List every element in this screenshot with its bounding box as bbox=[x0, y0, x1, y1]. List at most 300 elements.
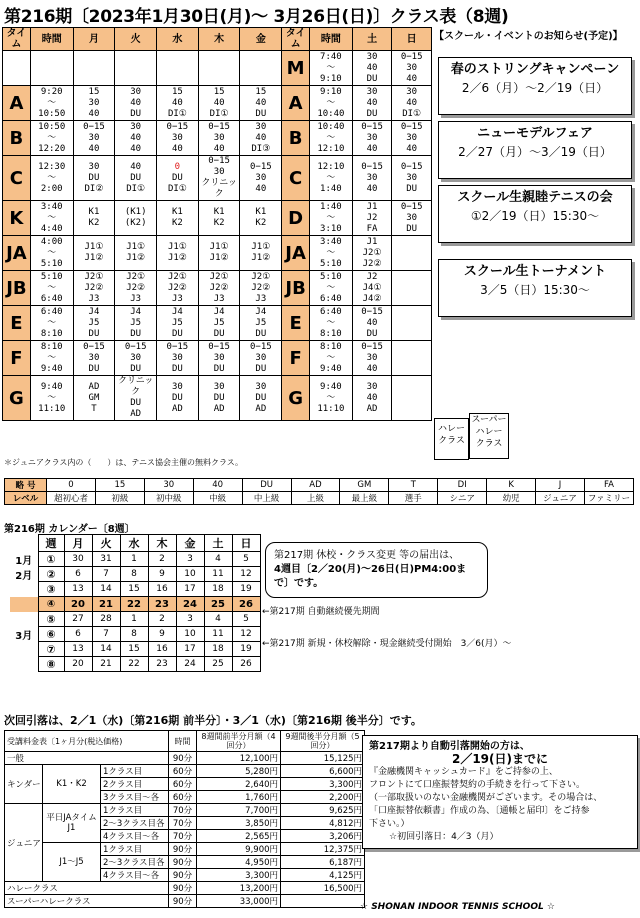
class-level: AD bbox=[171, 403, 183, 414]
calendar-day: 13 bbox=[64, 642, 92, 657]
schedule-cell bbox=[392, 271, 432, 306]
schedule-cell bbox=[392, 121, 432, 156]
class-level: DU bbox=[130, 108, 142, 119]
class-level: J3 bbox=[88, 293, 100, 304]
schedule-cell bbox=[115, 236, 157, 271]
schedule-cell bbox=[352, 341, 392, 376]
class-level: (K1) bbox=[124, 207, 147, 217]
class-level: 〜 bbox=[326, 352, 336, 363]
calendar-day: 2 bbox=[148, 552, 176, 567]
schedule-cell bbox=[157, 306, 199, 341]
schedule-table bbox=[2, 27, 432, 421]
class-level: 40 bbox=[406, 143, 418, 154]
fee-first-half: 13,200円 bbox=[197, 882, 281, 895]
calendar-day: 7 bbox=[92, 567, 120, 582]
class-level: J2 bbox=[366, 212, 378, 223]
calendar-month bbox=[10, 657, 38, 672]
schedule-cell bbox=[30, 86, 73, 121]
time-code: K bbox=[3, 201, 31, 236]
calendar-month bbox=[10, 612, 38, 627]
calendar-header: 水 bbox=[120, 535, 148, 552]
time-code: B bbox=[282, 121, 310, 156]
schedule-cell bbox=[30, 121, 73, 156]
class-level: 40 bbox=[213, 143, 225, 154]
class-level: 8:10 bbox=[320, 328, 342, 339]
fee-header-row bbox=[5, 731, 365, 752]
class-level: AD bbox=[255, 403, 267, 414]
time-code: F bbox=[282, 341, 310, 376]
class-level: DU bbox=[130, 328, 142, 339]
schedule-cell bbox=[352, 236, 392, 271]
class-level: 30 bbox=[366, 51, 378, 62]
fee-row bbox=[5, 765, 365, 778]
calendar-day: 18 bbox=[204, 642, 232, 657]
calendar-month bbox=[10, 597, 38, 612]
class-level: 〜 bbox=[326, 282, 336, 293]
class-level: DU bbox=[366, 73, 378, 84]
class-level: J1② bbox=[251, 253, 271, 263]
class-level: 0−15 bbox=[83, 341, 105, 352]
fee-group: キンダー bbox=[5, 765, 43, 804]
class-level: 9:10 bbox=[320, 73, 342, 84]
class-level: DU bbox=[406, 183, 418, 194]
calendar-header: 土 bbox=[204, 535, 232, 552]
fee-duration: 60分 bbox=[169, 778, 197, 791]
calendar-day: 27 bbox=[64, 612, 92, 627]
class-level: 40 bbox=[171, 97, 183, 108]
class-level: 40 bbox=[366, 183, 378, 194]
schedule-cell bbox=[240, 201, 282, 236]
class-level: 9:40 bbox=[40, 381, 63, 392]
class-level: 6:40 bbox=[320, 306, 342, 317]
schedule-cell bbox=[310, 306, 353, 341]
class-level: (K2) bbox=[124, 218, 147, 228]
calendar-day: 14 bbox=[92, 642, 120, 657]
class-level: DU bbox=[255, 392, 267, 403]
schedule-cell bbox=[30, 271, 73, 306]
class-level: 40 bbox=[130, 161, 142, 172]
fee-header: 9週間後半分月額（5回分） bbox=[281, 731, 365, 752]
class-level: K1 bbox=[255, 207, 267, 217]
schedule-header: 時間 bbox=[30, 28, 73, 51]
fee-group: ジュニア bbox=[5, 804, 43, 882]
calendar-week: ⑥ bbox=[38, 627, 64, 642]
class-level: 〜 bbox=[47, 247, 57, 258]
level-table bbox=[4, 478, 634, 505]
fee-row bbox=[5, 752, 365, 765]
class-level: 0 bbox=[174, 161, 181, 172]
class-level: 30 bbox=[366, 352, 378, 363]
class-level: K2 bbox=[255, 218, 267, 228]
schedule-row bbox=[3, 236, 432, 271]
fee-table bbox=[4, 730, 365, 908]
calendar-week: ③ bbox=[38, 582, 64, 597]
schedule-row bbox=[3, 156, 432, 201]
fee-duration: 60分 bbox=[169, 765, 197, 778]
schedule-cell bbox=[352, 376, 392, 421]
fee-class-count: 2〜3クラス目各 bbox=[101, 856, 169, 869]
class-level: J4 bbox=[88, 306, 100, 317]
class-level: GM bbox=[88, 392, 100, 403]
page-title: 第216期〔2023年1月30日(月)〜 3月26日(日)〕クラス表（8週) bbox=[4, 7, 509, 27]
class-level: J4② bbox=[362, 293, 382, 304]
class-level: 30 bbox=[406, 132, 418, 143]
schedule-cell bbox=[157, 86, 199, 121]
class-level: DI③ bbox=[251, 143, 271, 154]
class-level: 10:50 bbox=[38, 121, 66, 132]
fee-class-count: 1クラス目 bbox=[101, 843, 169, 856]
time-code: E bbox=[3, 306, 31, 341]
class-level: J5 bbox=[130, 317, 142, 328]
calendar-header: 月 bbox=[64, 535, 92, 552]
class-level: 30 bbox=[406, 212, 418, 223]
time-code: JA bbox=[282, 236, 310, 271]
class-level: DI② bbox=[84, 183, 104, 194]
level-code: DI bbox=[438, 479, 487, 492]
class-level: DU bbox=[366, 108, 378, 119]
time-code: A bbox=[3, 86, 31, 121]
class-level: 30 bbox=[88, 97, 100, 108]
schedule-cell bbox=[240, 341, 282, 376]
class-level: 2:00 bbox=[40, 183, 63, 194]
class-level: DU bbox=[213, 363, 225, 374]
class-level: 40 bbox=[130, 132, 142, 143]
calendar-week-row bbox=[10, 552, 260, 567]
schedule-cell bbox=[115, 201, 157, 236]
class-level: DU bbox=[406, 223, 418, 234]
level-name: 初中級 bbox=[144, 492, 193, 505]
calendar-week: ① bbox=[38, 552, 64, 567]
calendar-day: 9 bbox=[148, 627, 176, 642]
class-level: J5 bbox=[213, 317, 225, 328]
level-code: K bbox=[487, 479, 536, 492]
schedule-row bbox=[3, 376, 432, 421]
time-code: F bbox=[3, 341, 31, 376]
schedule-cell bbox=[240, 156, 282, 201]
schedule-cell bbox=[392, 376, 432, 421]
calendar-day: 20 bbox=[64, 597, 92, 612]
class-level: AD bbox=[213, 403, 225, 414]
class-level: 30 bbox=[406, 86, 418, 97]
schedule-cell bbox=[392, 51, 432, 86]
class-level: J3 bbox=[171, 293, 183, 304]
fee-second-half bbox=[281, 895, 365, 908]
level-code: GM bbox=[340, 479, 389, 492]
schedule-cell bbox=[198, 156, 240, 201]
fee-duration: 60分 bbox=[169, 791, 197, 804]
level-name: 初級 bbox=[95, 492, 144, 505]
class-level: J3 bbox=[255, 293, 267, 304]
time-code: C bbox=[3, 156, 31, 201]
class-level: 3:40 bbox=[320, 236, 342, 247]
fee-row bbox=[5, 843, 365, 856]
class-level: J4 bbox=[213, 306, 225, 317]
notice-title: スクール生親睦テニスの会 bbox=[457, 190, 613, 205]
schedule-cell bbox=[392, 341, 432, 376]
class-level: DU bbox=[213, 392, 225, 403]
class-level: 9:20 bbox=[40, 86, 63, 97]
pay-line: 下さい。） bbox=[369, 819, 410, 829]
fee-duration: 90分 bbox=[169, 856, 197, 869]
class-level: J3 bbox=[130, 293, 142, 304]
schedule-row bbox=[3, 341, 432, 376]
class-level: 15 bbox=[213, 86, 225, 97]
class-level: 8:10 bbox=[40, 328, 63, 339]
calendar-day: 20 bbox=[64, 657, 92, 672]
notice-date: 2／6（月）〜2／19（日） bbox=[461, 81, 609, 95]
class-level: 0−15 bbox=[166, 121, 189, 132]
calendar-week: ② bbox=[38, 567, 64, 582]
level-name: シニア bbox=[438, 492, 487, 505]
class-level: クリニック bbox=[117, 376, 154, 397]
schedule-cell bbox=[352, 201, 392, 236]
calendar-day: 22 bbox=[120, 657, 148, 672]
calendar-day: 4 bbox=[204, 552, 232, 567]
class-level: DI① bbox=[167, 183, 187, 194]
schedule-cell bbox=[240, 376, 282, 421]
class-level: K2 bbox=[213, 218, 225, 228]
class-level: J1 bbox=[366, 201, 378, 212]
class-level: J5 bbox=[255, 317, 267, 328]
class-level: 0−15 bbox=[208, 121, 230, 132]
class-level: 0−15 bbox=[400, 161, 423, 172]
fee-second-half: 6,600円 bbox=[281, 765, 365, 778]
class-level: 40 bbox=[366, 97, 378, 108]
class-level: 〜 bbox=[47, 132, 57, 143]
class-level: 0−15 bbox=[124, 341, 147, 352]
fee-row bbox=[5, 895, 365, 908]
schedule-cell bbox=[310, 236, 353, 271]
fee-header: 受講料金表〔1ヶ月分(税込価格) bbox=[5, 731, 169, 752]
schedule-cell bbox=[73, 341, 115, 376]
class-level: J4① bbox=[362, 282, 382, 293]
fee-second-half: 3,206円 bbox=[281, 830, 365, 843]
class-level: 11:10 bbox=[38, 403, 66, 414]
schedule-cell bbox=[73, 156, 115, 201]
schedule-cell bbox=[310, 51, 353, 86]
schedule-cell bbox=[240, 51, 282, 86]
schedule-cell bbox=[157, 201, 199, 236]
fee-second-half: 4,125円 bbox=[281, 869, 365, 882]
schedule-cell bbox=[240, 121, 282, 156]
class-level: 〜 bbox=[47, 282, 57, 293]
class-level: 30 bbox=[406, 62, 418, 73]
class-level: J2① bbox=[126, 271, 146, 282]
fee-duration: 70分 bbox=[169, 817, 197, 830]
calendar-week-row bbox=[10, 612, 260, 627]
fee-first-half: 7,700円 bbox=[197, 804, 281, 817]
pay-line: 第217期より自動引落開始の方は、 bbox=[369, 741, 530, 752]
fee-first-half: 12,100円 bbox=[197, 752, 281, 765]
schedule-header: 水 bbox=[157, 28, 199, 51]
notice-new-model-fair bbox=[438, 121, 632, 179]
calendar-day: 1 bbox=[120, 612, 148, 627]
fee-first-half: 9,900円 bbox=[197, 843, 281, 856]
class-level: J2② bbox=[362, 258, 382, 269]
calendar-day: 25 bbox=[204, 657, 232, 672]
class-level: DI① bbox=[126, 183, 146, 194]
class-level: 0−15 bbox=[208, 341, 230, 352]
class-level: AD bbox=[366, 403, 378, 414]
calendar-day: 17 bbox=[176, 582, 204, 597]
class-level: 〜 bbox=[326, 97, 336, 108]
calendar-day: 6 bbox=[64, 627, 92, 642]
class-level: クリニック bbox=[201, 178, 237, 199]
schedule-cell bbox=[115, 306, 157, 341]
notice-date: 2／27（月）〜3／19（日） bbox=[458, 145, 612, 159]
class-level: J3 bbox=[213, 293, 225, 304]
fee-first-half: 3,300円 bbox=[197, 869, 281, 882]
schedule-cell bbox=[157, 341, 199, 376]
schedule-cell bbox=[198, 236, 240, 271]
pay-line: 2／19(日)までに bbox=[451, 752, 549, 766]
fee-class-count: 4クラス目〜各 bbox=[101, 830, 169, 843]
schedule-cell bbox=[157, 121, 199, 156]
school-footer: ☆ SHONAN INDOOR TENNIS SCHOOL ☆ bbox=[360, 902, 555, 912]
class-level: 30 bbox=[255, 381, 267, 392]
class-level: 0−15 bbox=[400, 51, 423, 62]
class-level: J1① bbox=[167, 242, 187, 252]
schedule-cell bbox=[310, 156, 353, 201]
schedule-cell bbox=[352, 121, 392, 156]
fee-row bbox=[5, 804, 365, 817]
schedule-row bbox=[3, 271, 432, 306]
class-level: J1② bbox=[167, 253, 187, 263]
schedule-header: タイム bbox=[282, 28, 310, 51]
calendar-month bbox=[10, 582, 38, 597]
class-level: 40 bbox=[366, 317, 378, 328]
calendar-week: ⑦ bbox=[38, 642, 64, 657]
schedule-header: タイム bbox=[3, 28, 31, 51]
fee-group: ハレークラス bbox=[5, 882, 169, 895]
class-level: 0−15 bbox=[400, 121, 423, 132]
fee-class-count: 3クラス目〜各 bbox=[101, 791, 169, 804]
level-name: ジュニア bbox=[536, 492, 585, 505]
fee-first-half: 2,640円 bbox=[197, 778, 281, 791]
class-level: DU bbox=[255, 363, 267, 374]
schedule-header: 月 bbox=[73, 28, 115, 51]
calendar-header: 火 bbox=[92, 535, 120, 552]
class-level: 30 bbox=[130, 121, 142, 132]
schedule-header: 火 bbox=[115, 28, 157, 51]
fee-second-half: 2,200円 bbox=[281, 791, 365, 804]
haley-class-label: ハレー クラス bbox=[434, 418, 469, 460]
calendar-day: 10 bbox=[176, 567, 204, 582]
time-code bbox=[3, 51, 31, 86]
class-level: T bbox=[91, 403, 97, 414]
calendar-week-row bbox=[10, 627, 260, 642]
calendar-day: 19 bbox=[232, 582, 260, 597]
class-level: 〜 bbox=[47, 392, 57, 403]
schedule-cell bbox=[352, 156, 392, 201]
schedule-cell bbox=[310, 121, 353, 156]
class-level: 〜 bbox=[47, 97, 57, 108]
class-level: J2② bbox=[126, 282, 146, 293]
fee-duration: 70分 bbox=[169, 830, 197, 843]
schedule-cell bbox=[240, 236, 282, 271]
calendar-notice-line2: 4週目〔2／20(月)〜26日(日)PM4:00まで〕です。 bbox=[274, 564, 467, 589]
class-level: 〜 bbox=[47, 352, 57, 363]
fee-duration: 90分 bbox=[169, 869, 197, 882]
calendar-day: 24 bbox=[176, 657, 204, 672]
class-level: J1① bbox=[84, 242, 104, 252]
class-level: 30 bbox=[88, 132, 100, 143]
class-level: 30 bbox=[88, 161, 100, 172]
auto-debit-notice bbox=[362, 735, 638, 849]
calendar-day: 10 bbox=[176, 627, 204, 642]
class-level: 6:40 bbox=[320, 293, 342, 304]
calendar-day: 15 bbox=[120, 642, 148, 657]
class-level: 4:00 bbox=[40, 236, 63, 247]
fee-second-half: 9,625円 bbox=[281, 804, 365, 817]
schedule-cell bbox=[392, 306, 432, 341]
fee-class-count: 2クラス目 bbox=[101, 778, 169, 791]
notice-title: スクール生トーナメント bbox=[463, 264, 607, 279]
class-level: J2 bbox=[366, 271, 378, 282]
class-level: 10:50 bbox=[38, 108, 66, 119]
fee-group: スーパーハレークラス bbox=[5, 895, 169, 908]
schedule-row bbox=[3, 86, 432, 121]
code-label: 略 号 bbox=[5, 479, 47, 492]
class-level: 40 bbox=[88, 108, 100, 119]
time-code: G bbox=[282, 376, 310, 421]
junior-note: ＊ジュニアクラス内の（ ）は、テニス協会主催の無料クラス。 bbox=[4, 458, 244, 467]
class-level: J1① bbox=[209, 242, 229, 252]
calendar-day: 30 bbox=[64, 552, 92, 567]
calendar-day: 4 bbox=[204, 612, 232, 627]
schedule-cell bbox=[310, 341, 353, 376]
schedule-cell bbox=[115, 376, 157, 421]
class-level: J2① bbox=[251, 271, 271, 282]
schedule-cell bbox=[115, 156, 157, 201]
class-level: 〜 bbox=[47, 317, 57, 328]
schedule-cell bbox=[73, 201, 115, 236]
class-level: K1 bbox=[171, 207, 183, 217]
class-level: DI① bbox=[209, 108, 229, 119]
level-name: 超初心者 bbox=[47, 492, 96, 505]
class-level: 30 bbox=[213, 132, 225, 143]
class-level: 〜 bbox=[326, 247, 336, 258]
class-level: 〜 bbox=[47, 172, 57, 183]
class-level: 30 bbox=[366, 172, 378, 183]
schedule-header: 木 bbox=[198, 28, 240, 51]
class-level: 11:10 bbox=[317, 403, 345, 414]
class-level: J5 bbox=[88, 317, 100, 328]
level-name: 最上級 bbox=[340, 492, 389, 505]
fee-class-count: 4クラス目〜各 bbox=[101, 869, 169, 882]
class-level: 10:40 bbox=[317, 121, 345, 132]
new-registration-note: ←第217期 新規・休校解除・現金継続受付開始 3／6(月）〜 bbox=[262, 639, 512, 649]
schedule-cell bbox=[198, 341, 240, 376]
class-level: 40 bbox=[213, 97, 225, 108]
class-level: 30 bbox=[366, 381, 378, 392]
class-level: J2① bbox=[209, 271, 229, 282]
schedule-cell bbox=[392, 236, 432, 271]
class-level: DU bbox=[366, 328, 378, 339]
class-level: 6:40 bbox=[40, 293, 63, 304]
calendar-day: 7 bbox=[92, 627, 120, 642]
class-level: K2 bbox=[171, 218, 183, 228]
class-level: 30 bbox=[130, 86, 142, 97]
class-level: AD bbox=[88, 381, 100, 392]
calendar-day: 17 bbox=[176, 642, 204, 657]
class-level: 10:40 bbox=[317, 108, 345, 119]
pay-line: ☆初回引落日：4／3（月） bbox=[389, 832, 499, 842]
class-level: K1 bbox=[213, 207, 225, 217]
schedule-cell bbox=[30, 201, 73, 236]
schedule-cell bbox=[157, 271, 199, 306]
calendar-day: 11 bbox=[204, 567, 232, 582]
